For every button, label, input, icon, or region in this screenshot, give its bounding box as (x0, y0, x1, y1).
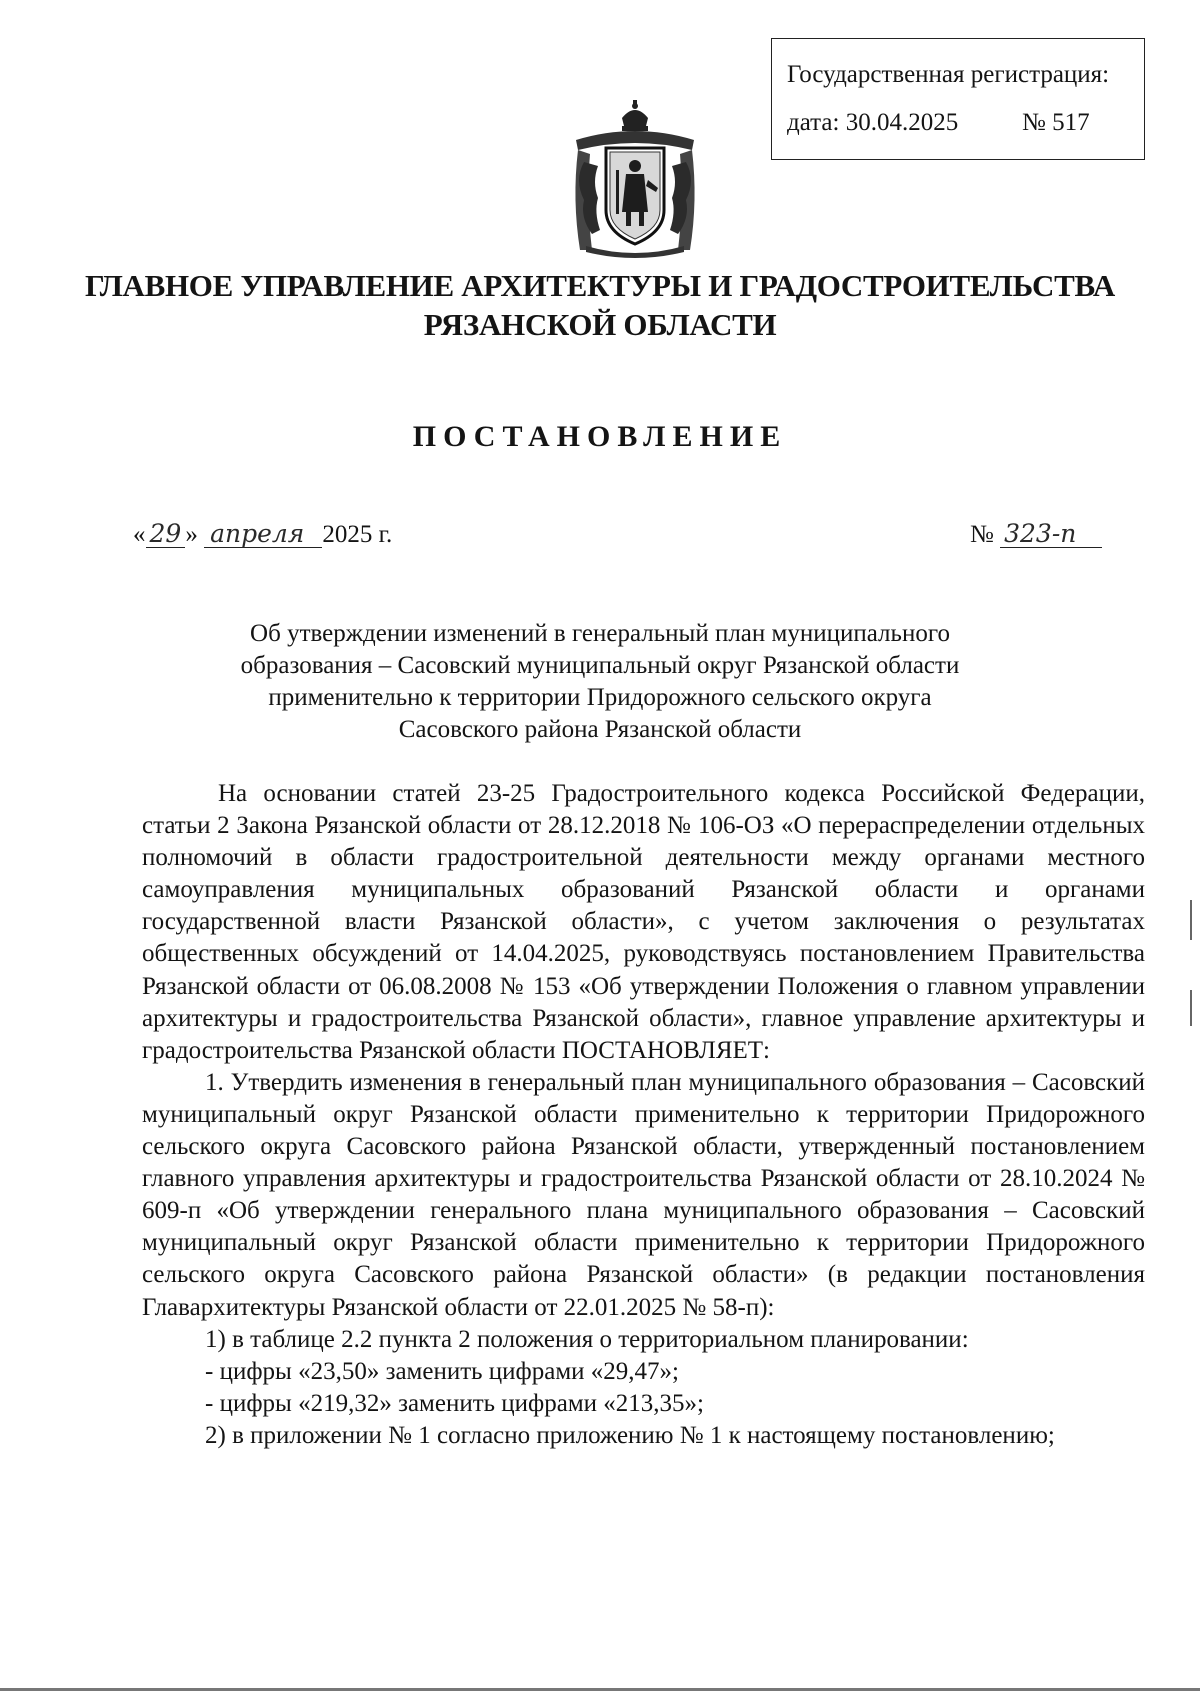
date-month-handwritten: апреля (204, 521, 322, 548)
item-1-paragraph: 1. Утвердить изменения в генеральный план муниципального образования – Сасовский муниципальный округ Рязанской области применительно к территории Придорожного сельского округа Сасовского района Рязанской области, утвержденный постановлением главного управления архитектуры и градостроительства Рязанской области от 28.10.2024 № 609-п «Об утверждении генерального плана муниципального образования – Сасовский муниципальный округ Рязанской области применительно к территории Придорожного сельского округа Сасовского района Рязанской области» (в редакции постановления Главархитектуры Рязанской области от 22.01.2025 № 58-п): (142, 1068, 1145, 1321)
registration-title: Государственная регистрация: (787, 61, 1110, 88)
registration-number: № 517 (1022, 109, 1090, 136)
dash-item-1: - цифры «23,50» заменить цифрами «29,47»; (205, 1357, 679, 1385)
document-number (970, 521, 1102, 549)
document-date (133, 521, 392, 549)
registration-stamp (771, 38, 1145, 160)
number-handwritten: 323-п (1000, 521, 1102, 548)
subject-line: Об утверждении изменений в генеральный план муниципального (250, 620, 950, 647)
date-year: 2025 г. (322, 521, 393, 548)
subject-line: образования – Сасовский муниципальный округ Рязанской области (240, 652, 960, 679)
document-body (142, 778, 1145, 1452)
subject-line: Сасовского района Рязанской области (398, 716, 802, 743)
ryazan-coat-of-arms-icon (566, 100, 704, 260)
subitem-1-paragraph: 1) в таблице 2.2 пункта 2 положения о территориальном планировании: (205, 1325, 969, 1353)
subitem-2-paragraph: 2) в приложении № 1 согласно приложению № 1 к настоящему постановлению; (205, 1421, 1055, 1449)
date-close-quote: » (185, 521, 198, 548)
scan-edge-mark (1190, 990, 1192, 1026)
scan-bottom-edge (0, 1688, 1200, 1691)
document-type-title: ПОСТАНОВЛЕНИЕ (412, 420, 788, 453)
date-open-quote: « (133, 521, 146, 548)
scan-edge-mark (1190, 900, 1192, 940)
subject-line: применительно к территории Придорожного сельского округа (268, 684, 932, 711)
registration-date: дата: 30.04.2025 (787, 109, 959, 136)
dash-item-2: - цифры «219,32» заменить цифрами «213,35»; (205, 1389, 704, 1417)
number-prefix: № (970, 521, 994, 548)
organization-name-line1: ГЛАВНОЕ УПРАВЛЕНИЕ АРХИТЕКТУРЫ И ГРАДОСТРОИТЕЛЬСТВА (84, 268, 1115, 303)
preamble-paragraph: На основании статей 23-25 Градостроительного кодекса Российской Федерации, статьи 2 Закона Рязанской области от 28.12.2018 № 106-ОЗ «О перераспределении отдельных полномочий в области градостроительной деятельности между органами местного самоуправления муниципальных образований Рязанской области и органами государственной власти Рязанской области», с учетом заключения о результатах общественных обсуждений от 14.04.2025, руководствуясь постановлением Правительства Рязанской области от 06.08.2008 № 153 «Об утверждении Положения о главном управлении архитектуры и градостроительства Рязанской области», главное управление архитектуры и градостроительства Рязанской области ПОСТАНОВЛЯЕТ: (142, 780, 1145, 1064)
document-subject (160, 618, 1040, 746)
organization-name-line2: РЯЗАНСКОЙ ОБЛАСТИ (423, 307, 777, 342)
date-day-handwritten: 29 (146, 521, 186, 548)
